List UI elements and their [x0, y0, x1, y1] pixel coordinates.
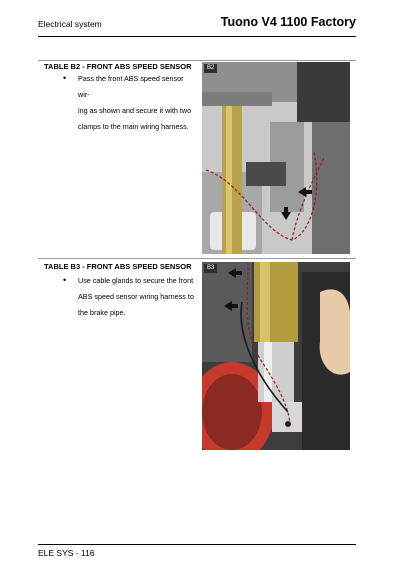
instruction-line: Use cable glands to secure the front: [78, 276, 194, 285]
bullet-marker: •: [63, 73, 67, 83]
instruction-line: clamps to the main wiring harness.: [78, 122, 189, 131]
photo-b3-illustration: [202, 262, 350, 450]
instruction-text: [78, 71, 196, 135]
header-section: Electrical system: [38, 19, 102, 29]
page-number: ELE SYS - 116: [38, 548, 95, 558]
section-title: TABLE B2 - FRONT ABS SPEED SENSOR: [44, 62, 192, 71]
photo-b3: [202, 262, 350, 450]
header-rule: [38, 36, 356, 37]
photo-b2: [202, 62, 350, 254]
section-divider: [38, 60, 356, 61]
section-title: TABLE B3 - FRONT ABS SPEED SENSOR: [44, 262, 192, 271]
photo-b2-illustration: [202, 62, 350, 254]
header-title: Tuono V4 1100 Factory: [220, 15, 356, 29]
instruction-line: the brake pipe.: [78, 308, 126, 317]
section-divider: [38, 258, 356, 259]
photo-tag: B2: [204, 64, 217, 73]
bullet-marker: •: [63, 275, 67, 285]
instruction-line: Pass the front ABS speed sensor wir-: [78, 74, 184, 99]
instruction-text: [78, 273, 196, 321]
photo-tag: B3: [204, 264, 217, 273]
footer-rule: [38, 544, 356, 545]
instruction-line: ing as shown and secure it with two: [78, 106, 192, 115]
instruction-line: ABS speed sensor wiring harness to: [78, 292, 194, 301]
